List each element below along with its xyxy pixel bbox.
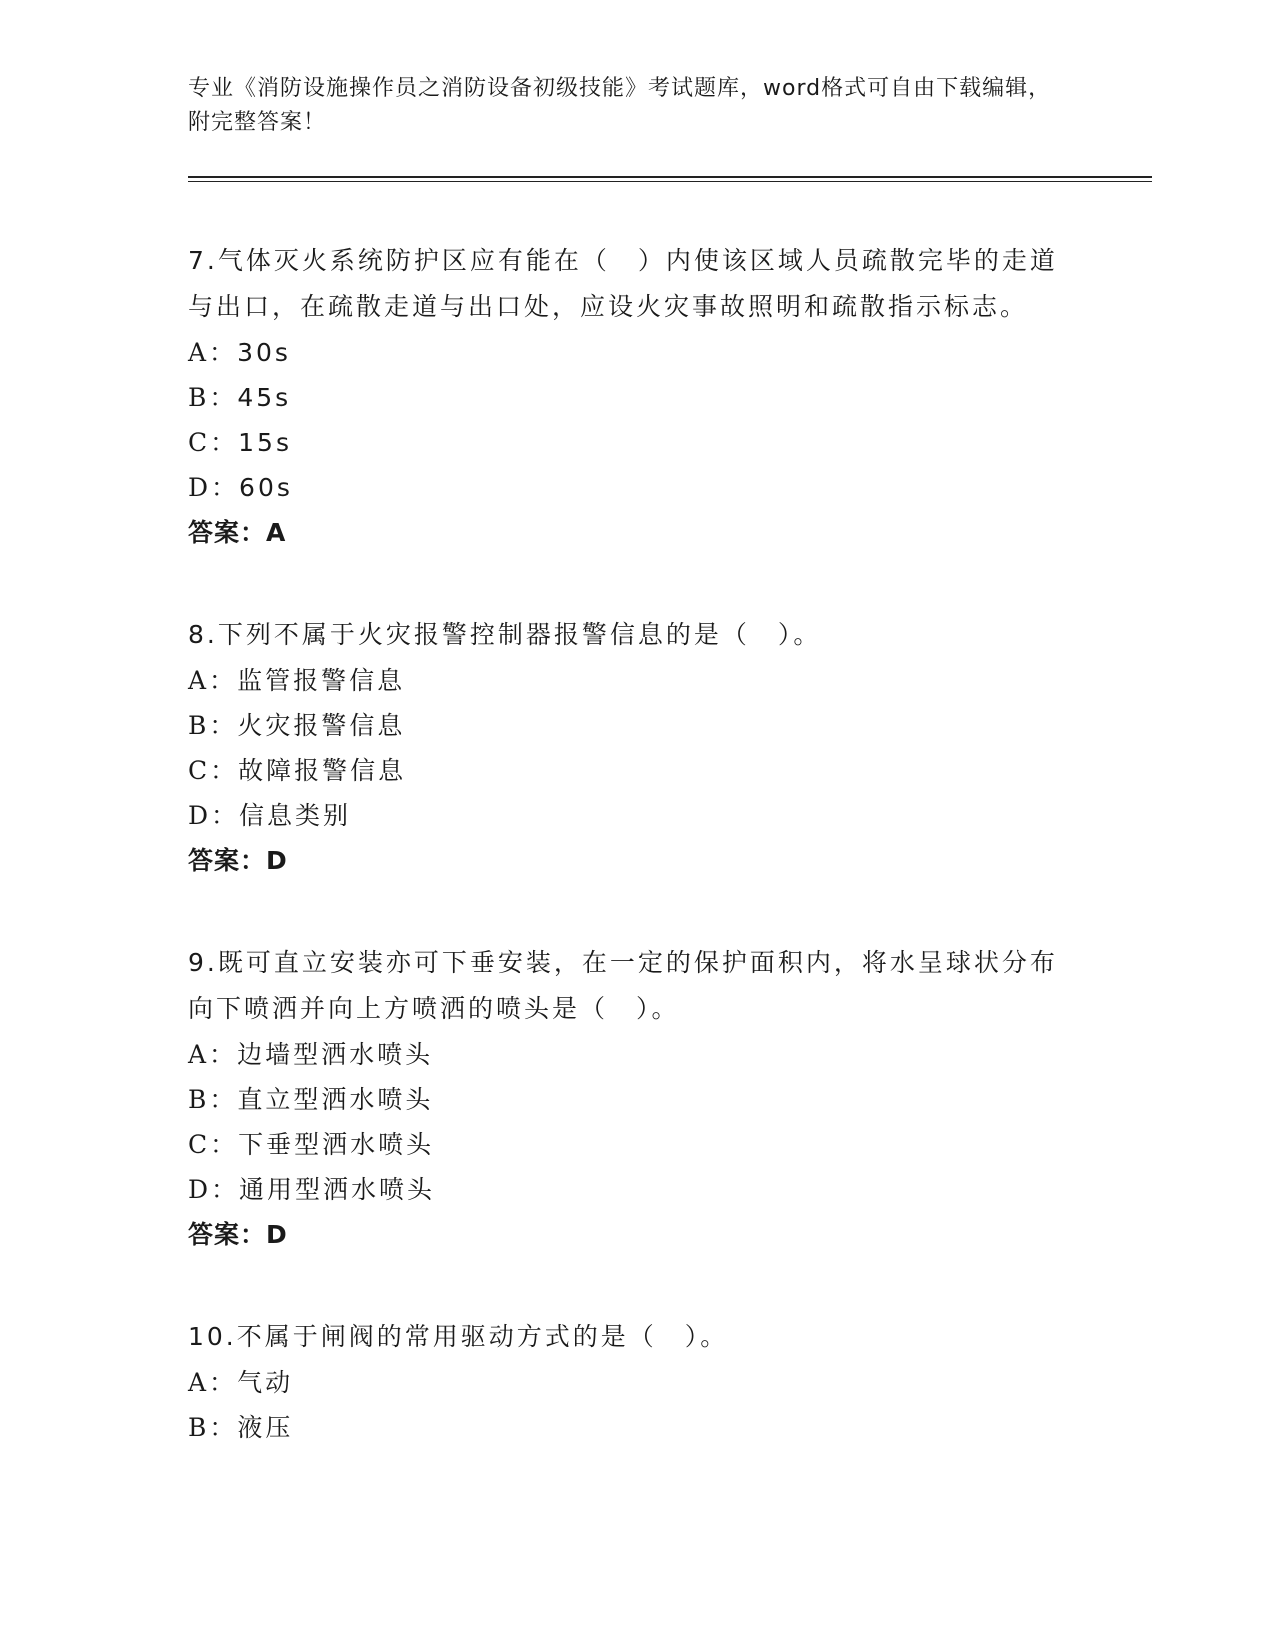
option-b <box>188 375 1148 420</box>
option-b <box>188 703 1148 748</box>
option-text: 30s <box>237 338 291 367</box>
option-text: 边墙型洒水喷头 <box>237 1040 434 1069</box>
option-letter: D： <box>188 1175 240 1204</box>
question-10 <box>188 1314 1148 1450</box>
option-text: 45s <box>237 383 292 412</box>
option-letter: A： <box>188 1368 238 1397</box>
option-text: 信息类别 <box>239 801 352 830</box>
answer-line: 答案：D <box>188 1220 288 1249</box>
option-letter: B： <box>188 383 238 412</box>
option-text: 气动 <box>237 1368 294 1397</box>
option-letter: A： <box>188 1040 238 1069</box>
option-d <box>188 465 1148 510</box>
header-divider <box>188 176 1152 182</box>
answer-line: 答案：D <box>188 846 288 875</box>
option-letter: D： <box>188 801 240 830</box>
option-letter: C： <box>188 1130 239 1159</box>
option-text: 火灾报警信息 <box>237 711 406 740</box>
option-a <box>188 658 1148 703</box>
option-c <box>188 1122 1148 1167</box>
question-stem: 7.气体灭火系统防护区应有能在（ ）内使该区域人员疏散完毕的走道与出口，在疏散走道与出口处，应设火灾事故照明和疏散指示标志。 <box>188 246 1058 321</box>
option-letter: C： <box>188 428 239 457</box>
option-b <box>188 1405 1148 1450</box>
option-letter: B： <box>188 1413 238 1442</box>
option-a <box>188 1032 1148 1077</box>
question-7 <box>188 238 1148 556</box>
option-text: 通用型洒水喷头 <box>239 1175 436 1204</box>
document-header: 专业《消防设施操作员之消防设备初级技能》考试题库，word格式可自由下载编辑，附完整答案！ <box>188 76 1052 135</box>
question-stem: 8.下列不属于火灾报警控制器报警信息的是（ ）。 <box>188 620 822 649</box>
answer-line: 答案：A <box>188 518 287 547</box>
option-text: 下垂型洒水喷头 <box>238 1130 435 1159</box>
option-text: 故障报警信息 <box>238 756 407 785</box>
option-text: 监管报警信息 <box>237 666 406 695</box>
option-letter: A： <box>188 338 238 367</box>
question-9 <box>188 940 1148 1258</box>
option-letter: D： <box>188 473 240 502</box>
option-letter: B： <box>188 711 238 740</box>
option-d <box>188 793 1148 838</box>
option-text: 15s <box>238 428 292 457</box>
option-a <box>188 330 1148 375</box>
question-stem: 9.既可直立安装亦可下垂安装，在一定的保护面积内，将水呈球状分布向下喷洒并向上方喷洒的喷头是（ ）。 <box>188 948 1058 1023</box>
option-letter: A： <box>188 666 238 695</box>
option-letter: C： <box>188 756 239 785</box>
document-page <box>188 72 1148 1450</box>
option-d <box>188 1167 1148 1212</box>
option-text: 液压 <box>237 1413 294 1442</box>
option-a <box>188 1360 1148 1405</box>
option-text: 60s <box>239 473 293 502</box>
question-stem: 10.不属于闸阀的常用驱动方式的是（ ）。 <box>188 1322 729 1351</box>
option-letter: B： <box>188 1085 238 1114</box>
option-text: 直立型洒水喷头 <box>237 1085 434 1114</box>
question-8 <box>188 612 1148 884</box>
option-b <box>188 1077 1148 1122</box>
option-c <box>188 748 1148 793</box>
option-c <box>188 420 1148 465</box>
